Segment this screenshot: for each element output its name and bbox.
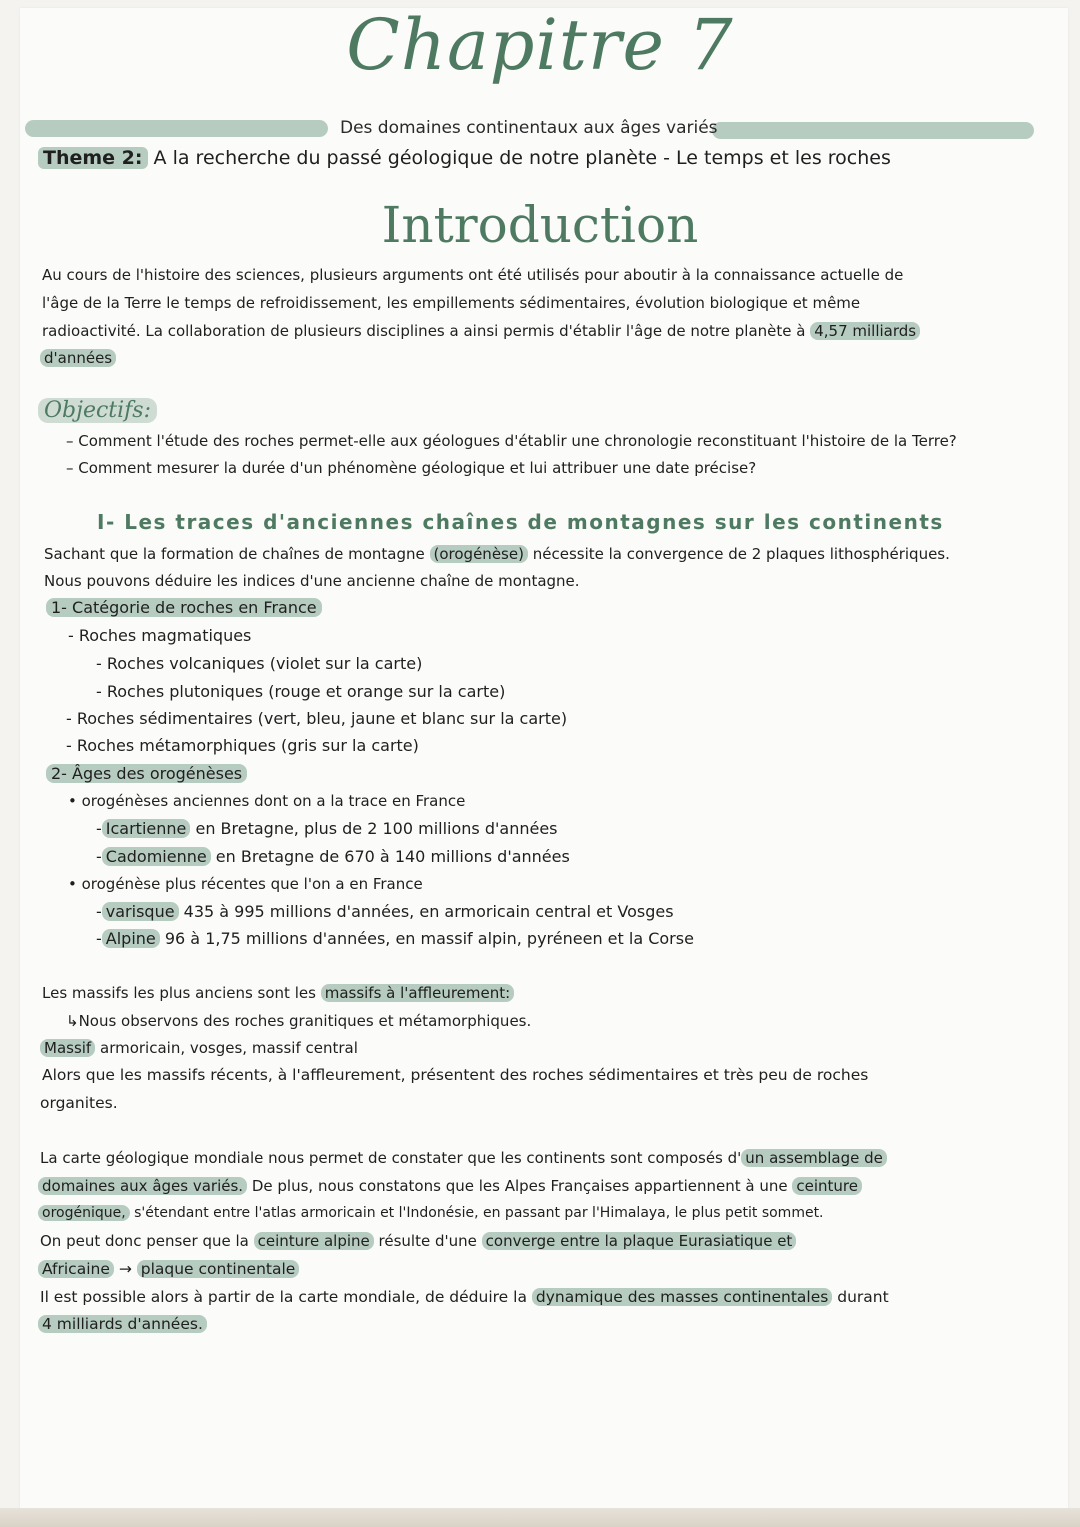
carte-line-3 [38,1205,824,1221]
carte-line-4-text-b: résulte d'une [378,1232,477,1250]
rock-sedimentary: - Roches sédimentaires (vert, bleu, jaune et blanc sur la carte) [66,709,568,728]
page-bottom-edge [0,1508,1080,1527]
ceinture-alpine-highlight: ceinture alpine [254,1232,374,1250]
section-1-title: I- Les traces d'anciennes chaînes de montagnes sur les continents [97,510,944,534]
plaque-continentale-highlight: plaque continentale [137,1260,300,1278]
intro-line-2: l'âge de la Terre le temps de refroidissement, les empillements sédimentaires, évolution biologique et même [42,294,861,312]
dynamique-highlight: dynamique des masses continentales [532,1288,832,1306]
orogenese-highlight: (orogénèse) [430,545,528,563]
orogenese-cadomienne: - Cadomienne en Bretagne de 670 à 140 millions d'années [96,847,570,866]
icartienne-name: Icartienne [102,819,191,838]
milliards-highlight: 4 milliards d'années. [38,1315,207,1333]
ceinture-highlight: ceinture [792,1177,862,1195]
objective-item: – Comment mesurer la durée d'un phénomène géologique et lui attribuer une date précise? [66,459,757,477]
theme-line [38,147,891,169]
category-1-label: 1- Catégorie de roches en France [46,598,322,617]
carte-line-3-text: s'étendant entre l'atlas armoricain et l'Indonésie, en passant par l'Himalaya, le plus petit sommet. [134,1205,824,1221]
massifs-affleurement-highlight: massifs à l'affleurement: [321,984,515,1002]
lead-1-text-b: nécessite la convergence de 2 plaques lithosphériques. [532,545,950,563]
recent-orogeneses-label: • orogénèse plus récentes que l'on a en France [68,875,423,893]
domaines-highlight: domaines aux âges variés. [38,1177,247,1195]
carte-line-5 [38,1260,299,1278]
old-orogeneses-label: • orogénèses anciennes dont on a la trace en France [68,792,466,810]
section-1-lead-1 [44,545,950,563]
massifs-line-2: ↳Nous observons des roches granitiques et métamorphiques. [66,1012,532,1030]
objective-item: – Comment l'étude des roches permet-elle aux géologues d'établir une chronologie reconstituant l'histoire de la Terre? [66,432,957,450]
orogenique-highlight: orogénique, [38,1205,130,1221]
rock-volcanic: - Roches volcaniques (violet sur la carte) [96,654,423,673]
intro-line-4 [40,349,116,367]
intro-line-1: Au cours de l'histoire des sciences, plusieurs arguments ont été utilisés pour aboutir à la connaissance actuelle de [42,266,904,284]
varisque-text: 435 à 995 millions d'années, en armoricain central et Vosges [183,902,674,921]
rock-magmatic: - Roches magmatiques [68,626,252,645]
alpine-text: 96 à 1,75 millions d'années, en massif alpin, pyréneen et la Corse [164,929,694,948]
massifs-line-3 [40,1039,358,1057]
orogenese-varisque: - varisque 435 à 995 millions d'années, en armoricain central et Vosges [96,902,674,921]
decorative-bar-left [25,120,328,137]
carte-line-1 [40,1149,887,1167]
carte-line-4 [40,1232,796,1250]
rock-plutonic: - Roches plutoniques (rouge et orange sur la carte) [96,682,506,701]
massifs-line-3-text: armoricain, vosges, massif central [100,1039,358,1057]
convergence-highlight: converge entre la plaque Eurasiatique et [482,1232,797,1250]
lead-1-text-a: Sachant que la formation de chaînes de montagne [44,545,425,563]
massifs-line-5: organites. [40,1094,118,1112]
assemblage-highlight: un assemblage de [741,1149,887,1167]
arrow-symbol: → [118,1260,132,1278]
decorative-bar-right [712,122,1034,139]
chapter-subtitle: Des domaines continentaux aux âges variés [340,118,718,138]
massifs-line-1 [42,984,514,1002]
carte-line-4-text-a: On peut donc penser que la [40,1232,249,1250]
category-2-title [46,764,247,783]
chapter-title: Chapitre 7 [346,4,734,86]
carte-line-6-text-a: Il est possible alors à partir de la carte mondiale, de déduire la [40,1288,527,1306]
icartienne-text: en Bretagne, plus de 2 100 millions d'années [195,819,558,838]
varisque-name: varisque [102,902,179,921]
orogenese-icartienne: - Icartienne en Bretagne, plus de 2 100 millions d'années [96,819,558,838]
intro-line-3-text: radioactivité. La collaboration de plusieurs disciplines a ainsi permis d'établir l'âge de notre planète à [42,322,806,340]
intro-years-highlight: d'années [40,349,116,367]
intro-line-3 [42,322,920,340]
objective-text: Comment mesurer la durée d'un phénomène géologique et lui attribuer une date précise? [78,459,757,477]
theme-label: Theme 2: [38,147,148,169]
cadomienne-name: Cadomienne [102,847,211,866]
carte-line-2 [38,1177,862,1195]
theme-text: A la recherche du passé géologique de notre planète - Le temps et les roches [153,147,891,169]
carte-line-2-text: De plus, nous constatons que les Alpes Françaises appartiennent à une [251,1177,788,1195]
carte-line-1-text: La carte géologique mondiale nous permet de constater que les continents sont composés d' [40,1149,742,1167]
massifs-line-4: Alors que les massifs récents, à l'affleurement, présentent des roches sédimentaires et très peu de roches [42,1066,869,1084]
rock-metamorphic: - Roches métamorphiques (gris sur la carte) [66,736,419,755]
cadomienne-text: en Bretagne de 670 à 140 millions d'années [215,847,570,866]
massif-highlight: Massif [40,1039,95,1057]
intro-age-highlight: 4,57 milliards [810,322,920,340]
category-2-label: 2- Âges des orogénèses [46,764,247,783]
objectives-label: Objectifs: [38,398,157,423]
category-1-title [46,598,322,617]
massifs-line-1-text: Les massifs les plus anciens sont les [42,984,316,1002]
carte-line-6 [40,1288,889,1306]
introduction-heading: Introduction [381,196,699,254]
carte-line-6-text-b: durant [837,1288,889,1306]
orogenese-alpine: - Alpine 96 à 1,75 millions d'années, en massif alpin, pyréneen et la Corse [96,929,694,948]
alpine-name: Alpine [102,929,160,948]
section-1-lead-2: Nous pouvons déduire les indices d'une ancienne chaîne de montagne. [44,572,580,590]
africaine-highlight: Africaine [38,1260,114,1278]
objective-text: Comment l'étude des roches permet-elle aux géologues d'établir une chronologie reconstituant l'histoire de la Terre? [78,432,957,450]
carte-line-7 [38,1315,207,1333]
